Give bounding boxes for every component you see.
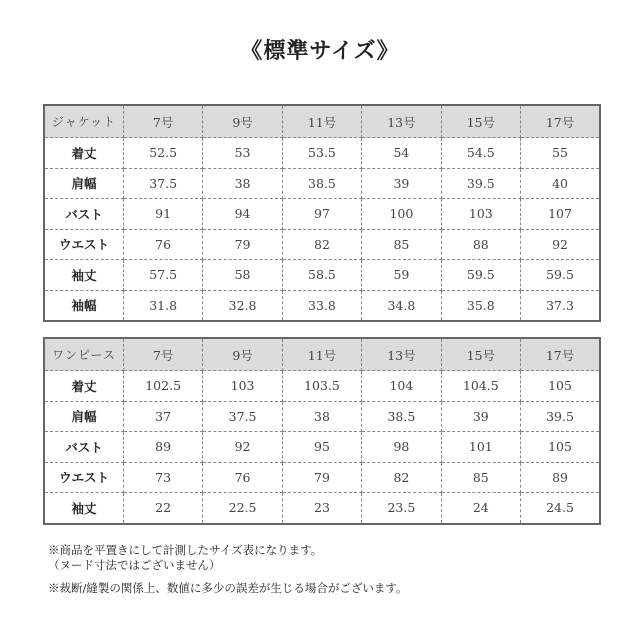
measurement-cell: 102.5 bbox=[123, 371, 202, 402]
measurement-cell: 37.5 bbox=[203, 401, 282, 432]
row-label: 袖丈 bbox=[44, 260, 123, 291]
note-measurement: ※商品を平置きにして計測したサイズ表になります。 bbox=[48, 543, 323, 557]
measurement-cell: 85 bbox=[362, 229, 441, 260]
size-header-cell: 9号 bbox=[203, 338, 282, 371]
measurement-cell: 55 bbox=[521, 138, 600, 169]
measurement-cell: 58 bbox=[203, 260, 282, 291]
measurement-cell: 103 bbox=[441, 199, 520, 230]
table-row bbox=[44, 168, 600, 199]
notes bbox=[48, 543, 407, 596]
measurement-cell: 22 bbox=[123, 493, 202, 524]
table-row bbox=[44, 260, 600, 291]
measurement-cell: 54 bbox=[362, 138, 441, 169]
measurement-cell: 39 bbox=[441, 401, 520, 432]
size-header-cell: 11号 bbox=[282, 105, 361, 138]
table-header-row bbox=[44, 105, 600, 138]
measurement-cell: 59 bbox=[362, 260, 441, 291]
measurement-cell: 57.5 bbox=[123, 260, 202, 291]
measurement-cell: 76 bbox=[123, 229, 202, 260]
measurement-cell: 22.5 bbox=[203, 493, 282, 524]
measurement-cell: 23.5 bbox=[362, 493, 441, 524]
measurement-cell: 40 bbox=[521, 168, 600, 199]
measurement-cell: 91 bbox=[123, 199, 202, 230]
measurement-cell: 103 bbox=[203, 371, 282, 402]
measurement-cell: 37 bbox=[123, 401, 202, 432]
page-title: 《標準サイズ》 bbox=[240, 39, 400, 64]
measurement-cell: 38 bbox=[203, 168, 282, 199]
row-label: バスト bbox=[44, 199, 123, 230]
table-row bbox=[44, 229, 600, 260]
size-header-cell: 7号 bbox=[123, 338, 202, 371]
size-header-cell: 9号 bbox=[203, 105, 282, 138]
measurement-cell: 105 bbox=[521, 371, 600, 402]
measurement-cell: 92 bbox=[203, 432, 282, 463]
row-label: 肩幅 bbox=[44, 401, 123, 432]
measurement-cell: 101 bbox=[441, 432, 520, 463]
measurement-cell: 31.8 bbox=[123, 290, 202, 321]
measurement-cell: 104 bbox=[362, 371, 441, 402]
row-label: 袖幅 bbox=[44, 290, 123, 321]
measurement-cell: 94 bbox=[203, 199, 282, 230]
measurement-cell: 32.8 bbox=[203, 290, 282, 321]
table-category-label: ジャケット bbox=[44, 105, 123, 138]
measurement-cell: 34.8 bbox=[362, 290, 441, 321]
row-label: ウエスト bbox=[44, 462, 123, 493]
row-label: 着丈 bbox=[44, 371, 123, 402]
row-label: 袖丈 bbox=[44, 493, 123, 524]
measurement-cell: 53.5 bbox=[282, 138, 361, 169]
measurement-cell: 104.5 bbox=[441, 371, 520, 402]
table-row bbox=[44, 401, 600, 432]
measurement-cell: 37.5 bbox=[123, 168, 202, 199]
table-row bbox=[44, 290, 600, 321]
measurement-cell: 97 bbox=[282, 199, 361, 230]
table-row bbox=[44, 138, 600, 169]
measurement-cell: 100 bbox=[362, 199, 441, 230]
note-tolerance: ※裁断/縫製の関係上、数値に多少の誤差が生じる場合がございます。 bbox=[48, 581, 408, 595]
table-row bbox=[44, 199, 600, 230]
measurement-cell: 82 bbox=[282, 229, 361, 260]
measurement-cell: 39 bbox=[362, 168, 441, 199]
note-not-nude-size: （ヌード寸法ではございません） bbox=[48, 558, 221, 572]
table-row bbox=[44, 371, 600, 402]
measurement-cell: 59.5 bbox=[441, 260, 520, 291]
measurement-cell: 38 bbox=[282, 401, 361, 432]
measurement-cell: 89 bbox=[123, 432, 202, 463]
measurement-cell: 37.3 bbox=[521, 290, 600, 321]
table-row bbox=[44, 432, 600, 463]
table-category-label: ワンピース bbox=[44, 338, 123, 371]
measurement-cell: 103.5 bbox=[282, 371, 361, 402]
measurement-cell: 38.5 bbox=[282, 168, 361, 199]
measurement-cell: 107 bbox=[521, 199, 600, 230]
measurement-cell: 52.5 bbox=[123, 138, 202, 169]
row-label: ウエスト bbox=[44, 229, 123, 260]
measurement-cell: 53 bbox=[203, 138, 282, 169]
measurement-cell: 33.8 bbox=[282, 290, 361, 321]
size-header-cell: 7号 bbox=[123, 105, 202, 138]
row-label: バスト bbox=[44, 432, 123, 463]
size-header-cell: 17号 bbox=[521, 105, 600, 138]
size-header-cell: 13号 bbox=[362, 105, 441, 138]
measurement-cell: 38.5 bbox=[362, 401, 441, 432]
row-label: 着丈 bbox=[44, 138, 123, 169]
measurement-cell: 24 bbox=[441, 493, 520, 524]
measurement-cell: 89 bbox=[521, 462, 600, 493]
size-header-cell: 15号 bbox=[441, 105, 520, 138]
measurement-cell: 39.5 bbox=[521, 401, 600, 432]
measurement-cell: 88 bbox=[441, 229, 520, 260]
measurement-cell: 79 bbox=[282, 462, 361, 493]
measurement-cell: 59.5 bbox=[521, 260, 600, 291]
measurement-cell: 105 bbox=[521, 432, 600, 463]
row-label: 肩幅 bbox=[44, 168, 123, 199]
measurement-cell: 95 bbox=[282, 432, 361, 463]
measurement-cell: 76 bbox=[203, 462, 282, 493]
measurement-cell: 79 bbox=[203, 229, 282, 260]
measurement-cell: 54.5 bbox=[441, 138, 520, 169]
measurement-cell: 23 bbox=[282, 493, 361, 524]
table-row bbox=[44, 462, 600, 493]
measurement-cell: 85 bbox=[441, 462, 520, 493]
table-row bbox=[44, 493, 600, 524]
size-header-cell: 11号 bbox=[282, 338, 361, 371]
size-header-cell: 13号 bbox=[362, 338, 441, 371]
measurement-cell: 73 bbox=[123, 462, 202, 493]
measurement-cell: 39.5 bbox=[441, 168, 520, 199]
size-header-cell: 15号 bbox=[441, 338, 520, 371]
table-header-row bbox=[44, 338, 600, 371]
measurement-cell: 24.5 bbox=[521, 493, 600, 524]
measurement-cell: 98 bbox=[362, 432, 441, 463]
jacket-size-table bbox=[43, 104, 601, 322]
onepiece-size-table bbox=[43, 337, 601, 525]
measurement-cell: 92 bbox=[521, 229, 600, 260]
measurement-cell: 82 bbox=[362, 462, 441, 493]
measurement-cell: 58.5 bbox=[282, 260, 361, 291]
measurement-cell: 35.8 bbox=[441, 290, 520, 321]
size-header-cell: 17号 bbox=[521, 338, 600, 371]
